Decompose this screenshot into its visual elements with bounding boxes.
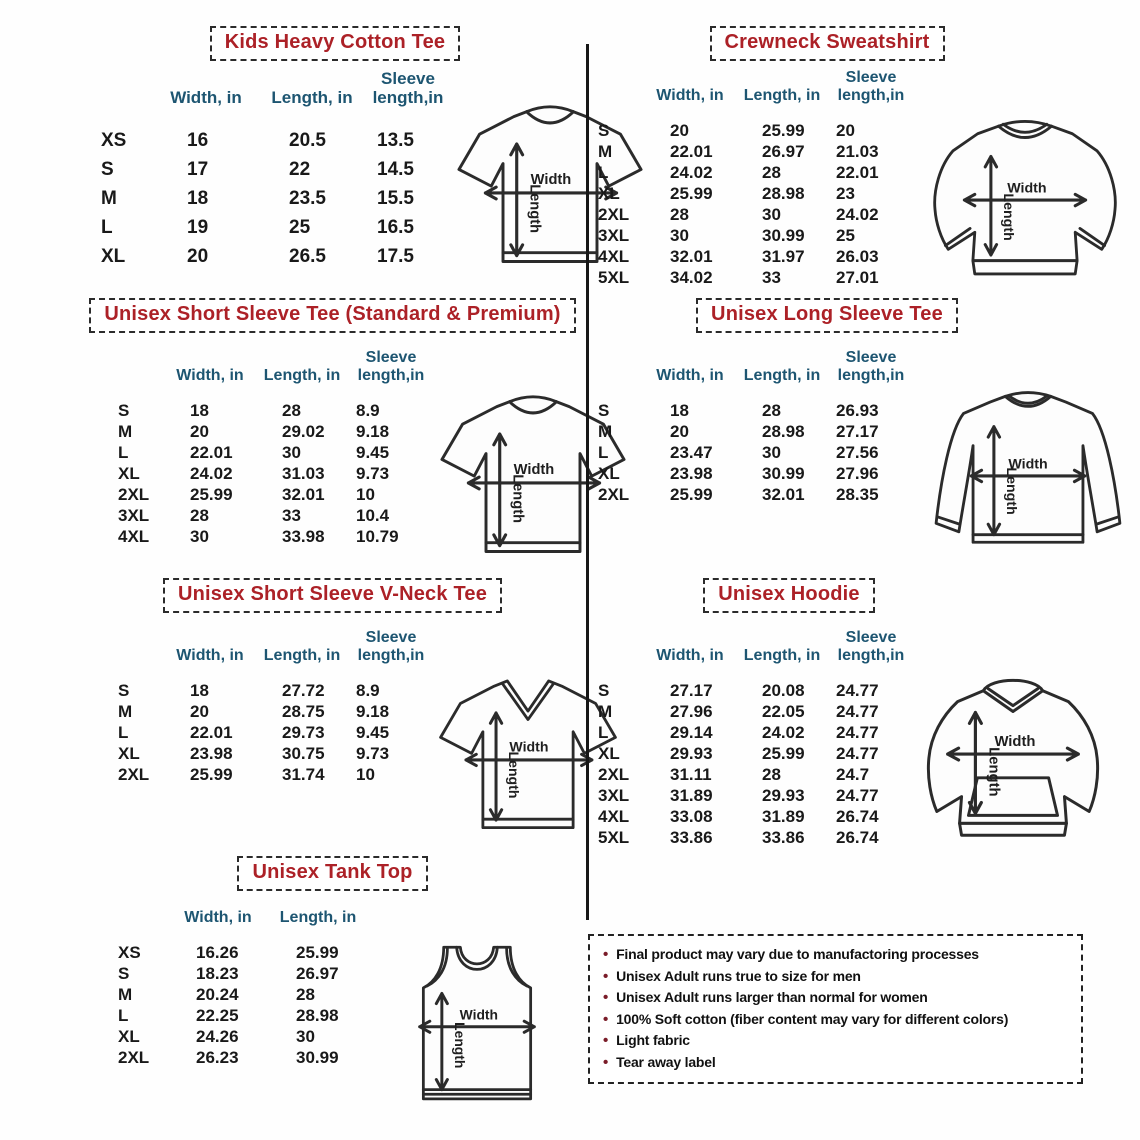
- table-corner: [118, 385, 164, 400]
- size-label: M: [598, 421, 613, 441]
- measurement-value: 16.26: [196, 942, 239, 962]
- measurement-value: 18: [190, 400, 209, 420]
- size-label: XL: [118, 743, 140, 763]
- section-title-box: [80, 578, 585, 613]
- table-corner: [598, 105, 644, 120]
- section-title-box: [85, 26, 585, 61]
- table-corner: [101, 107, 153, 126]
- measurement-value: 29.02: [282, 421, 325, 441]
- bullet-icon: •: [603, 946, 609, 963]
- size-label: 4XL: [598, 246, 630, 266]
- section-title-box: [80, 298, 585, 333]
- measurement-value: 33: [762, 267, 781, 287]
- measurement-value: 9.73: [356, 463, 390, 483]
- measurement-value: 31.74: [282, 764, 325, 784]
- size-label: XL: [598, 183, 620, 203]
- note-text: Unisex Adult runs true to size for men: [616, 967, 861, 984]
- measurement-value: 30.75: [282, 743, 325, 763]
- longsleeve-drawing: [914, 385, 1140, 565]
- size-label: M: [118, 421, 133, 441]
- section-unisex-hoodie: [592, 578, 1106, 855]
- column-header: Length, in: [271, 88, 353, 108]
- table-corner: [598, 385, 644, 400]
- measurement-value: 31.97: [762, 246, 805, 266]
- section-title-box: [592, 298, 1106, 333]
- measurement-value: 22: [289, 159, 311, 181]
- section-title: Unisex Short Sleeve V-Neck Tee: [163, 578, 502, 613]
- section-unisex-v-neck-tee: [80, 578, 585, 849]
- measurement-value: 20: [190, 701, 209, 721]
- measurement-value: 26.23: [196, 1047, 239, 1067]
- measurement-value: 16: [187, 130, 209, 152]
- section-title: Unisex Tank Top: [237, 856, 427, 891]
- measurement-value: 29.73: [282, 722, 325, 742]
- measurement-value: 27.72: [282, 680, 325, 700]
- size-label: 2XL: [598, 764, 630, 784]
- column-header: Length, in: [263, 366, 341, 384]
- measurement-value: 25.99: [190, 484, 233, 504]
- measurement-value: 24.7: [836, 764, 870, 784]
- measurement-value: 31.03: [282, 463, 325, 483]
- measurement-value: 24.02: [190, 463, 233, 483]
- measurement-value: 18.23: [196, 963, 239, 983]
- size-label: S: [598, 400, 610, 420]
- measurement-value: 10.79: [356, 526, 399, 546]
- bullet-icon: •: [603, 1053, 609, 1071]
- bullet-icon: •: [603, 1032, 609, 1049]
- measurement-value: 30: [296, 1026, 315, 1046]
- column-header: Width, in: [656, 646, 724, 664]
- hoodie-illustration: [914, 621, 1134, 855]
- sweatshirt-illustration: [914, 69, 1140, 291]
- measurement-value: 20: [670, 421, 689, 441]
- size-label: L: [118, 1005, 129, 1025]
- measurement-value: 30: [282, 442, 301, 462]
- measurement-value: 26.97: [762, 141, 805, 161]
- measurement-value: 28.98: [296, 1005, 339, 1025]
- column-header: Length, in: [743, 366, 821, 384]
- width-arrow-label: Width: [509, 738, 549, 755]
- section-title-box: [80, 856, 585, 891]
- measurement-value: 20: [190, 421, 209, 441]
- size-label: S: [101, 159, 114, 181]
- measurement-value: 22.01: [190, 722, 233, 742]
- size-label: S: [118, 680, 130, 700]
- size-label: XS: [101, 130, 127, 152]
- section-crewneck-sweatshirt: [592, 26, 1106, 291]
- note-text: Tear away label: [616, 1053, 716, 1070]
- section-unisex-short-sleeve-tee: [80, 298, 585, 575]
- measurement-value: 25.99: [670, 484, 713, 504]
- measurement-value: 24.26: [196, 1026, 239, 1046]
- measurement-value: 25.99: [190, 764, 233, 784]
- measurement-value: 24.77: [836, 701, 879, 721]
- measurement-value: 25.99: [296, 942, 339, 962]
- size-label: M: [598, 701, 613, 721]
- measurement-value: 16.5: [377, 217, 414, 239]
- measurement-value: 23: [836, 183, 855, 203]
- note-line: [603, 1030, 1071, 1052]
- length-arrow-label: Length: [1000, 193, 1017, 241]
- size-label: S: [118, 963, 130, 983]
- note-line: [603, 944, 1071, 966]
- measurement-value: 31.11: [670, 764, 712, 784]
- measurement-value: 28: [282, 400, 301, 420]
- size-label: S: [598, 680, 610, 700]
- column-header: Length, in: [743, 646, 821, 664]
- size-label: M: [118, 984, 133, 1004]
- measurement-value: 10: [356, 484, 375, 504]
- measurement-value: 9.18: [356, 421, 390, 441]
- measurement-value: 22.25: [196, 1005, 239, 1025]
- size-label: XL: [598, 463, 620, 483]
- size-label: L: [101, 217, 113, 239]
- measurement-value: 9.45: [356, 442, 390, 462]
- measurement-value: 34.02: [670, 267, 713, 287]
- width-arrow-label: Width: [1008, 456, 1048, 473]
- measurement-value: 18: [670, 400, 689, 420]
- length-arrow-label: Length: [506, 751, 523, 799]
- measurement-value: 27.56: [836, 442, 879, 462]
- measurement-value: 25.99: [670, 183, 713, 203]
- measurement-value: 24.02: [762, 722, 805, 742]
- measurement-value: 20: [187, 246, 209, 268]
- measurement-value: 24.77: [836, 785, 879, 805]
- measurement-value: 26.93: [836, 400, 879, 420]
- hoodie-drawing: [914, 667, 1112, 855]
- measurement-value: 26.74: [836, 827, 879, 847]
- length-arrow-label: Length: [985, 747, 1002, 797]
- column-header: Length, in: [263, 646, 341, 664]
- note-text: Final product may vary due to manufactoring processes: [616, 946, 979, 962]
- section-unisex-tank-top: [80, 856, 585, 1121]
- measurement-value: 23.98: [190, 743, 233, 763]
- measurement-value: 8.9: [356, 680, 380, 700]
- section-title-box: [592, 578, 1106, 613]
- note-line: [603, 1052, 1071, 1074]
- measurement-value: 14.5: [377, 159, 414, 181]
- measurement-value: 19: [187, 217, 209, 239]
- measurement-value: 21.03: [836, 141, 879, 161]
- size-table: [118, 629, 434, 785]
- measurement-value: 17: [187, 159, 209, 181]
- length-arrow-label: Length: [1003, 467, 1020, 515]
- size-label: XL: [598, 743, 620, 763]
- column-header: Width, in: [170, 88, 242, 108]
- note-text: Unisex Adult runs larger than normal for women: [616, 989, 928, 1005]
- section-unisex-long-sleeve-tee: [592, 298, 1106, 565]
- size-label: S: [118, 400, 130, 420]
- measurement-value: 9.73: [356, 743, 390, 763]
- size-label: M: [101, 188, 117, 210]
- size-label: L: [598, 162, 609, 182]
- measurement-value: 25.99: [762, 120, 805, 140]
- measurement-value: 26.03: [836, 246, 879, 266]
- size-table: [101, 69, 451, 271]
- measurement-value: 30: [762, 442, 781, 462]
- size-label: 4XL: [118, 526, 150, 546]
- measurement-value: 27.17: [670, 680, 713, 700]
- measurement-value: 24.02: [670, 162, 713, 182]
- measurement-value: 29.93: [670, 743, 713, 763]
- column-header: Sleeve length,in: [357, 349, 425, 384]
- note-text: 100% Soft cotton (fiber content may vary for different colors): [616, 1010, 1009, 1027]
- table-corner: [598, 665, 644, 680]
- size-label: XL: [101, 246, 126, 268]
- size-label: 3XL: [118, 505, 150, 525]
- column-header: Width, in: [176, 646, 244, 664]
- column-header: Length, in: [279, 909, 357, 926]
- measurement-value: 24.77: [836, 680, 879, 700]
- column-header: Sleeve length,in: [837, 629, 905, 664]
- measurement-value: 13.5: [377, 130, 414, 152]
- section-title: Unisex Long Sleeve Tee: [696, 298, 958, 333]
- measurement-value: 15.5: [377, 188, 414, 210]
- product-notes-box: [588, 934, 1083, 1084]
- measurement-value: 17.5: [377, 246, 414, 268]
- measurement-value: 28: [190, 505, 209, 525]
- size-label: 4XL: [598, 806, 630, 826]
- size-label: M: [598, 141, 613, 161]
- width-arrow-label: Width: [530, 172, 572, 189]
- measurement-value: 20.5: [289, 130, 326, 152]
- measurement-value: 30: [670, 225, 689, 245]
- size-label: 5XL: [598, 827, 630, 847]
- measurement-value: 20: [836, 120, 855, 140]
- measurement-value: 28: [296, 984, 315, 1004]
- bullet-icon: •: [603, 1010, 609, 1028]
- measurement-value: 20.08: [762, 680, 805, 700]
- size-label: S: [598, 120, 610, 140]
- measurement-value: 31.89: [762, 806, 805, 826]
- size-label: L: [598, 442, 609, 462]
- long-sleeve-tee-illustration: [914, 341, 1140, 565]
- width-arrow-label: Width: [994, 734, 1036, 751]
- measurement-value: 20: [670, 120, 689, 140]
- size-label: M: [118, 701, 133, 721]
- measurement-value: 33.86: [762, 827, 805, 847]
- measurement-value: 28.35: [836, 484, 879, 504]
- size-label: XL: [118, 1026, 140, 1046]
- column-header: Sleeve length,in: [837, 69, 905, 104]
- measurement-value: 22.01: [190, 442, 233, 462]
- measurement-value: 28.98: [762, 183, 805, 203]
- measurement-value: 30.99: [762, 463, 805, 483]
- measurement-value: 25: [836, 225, 855, 245]
- measurement-value: 28: [762, 400, 781, 420]
- section-kids-heavy-cotton-tee: [85, 26, 585, 285]
- column-header: Width, in: [656, 86, 724, 104]
- measurement-value: 18: [190, 680, 209, 700]
- table-corner: [118, 927, 170, 942]
- measurement-value: 22.01: [670, 141, 713, 161]
- column-header: Sleeve length,in: [372, 69, 444, 108]
- measurement-value: 33.08: [670, 806, 713, 826]
- measurement-value: 28: [670, 204, 689, 224]
- section-title: Crewneck Sweatshirt: [710, 26, 945, 61]
- column-divider: [586, 44, 589, 920]
- measurement-value: 27.17: [836, 421, 879, 441]
- width-arrow-label: Width: [459, 1006, 499, 1023]
- size-label: 3XL: [598, 785, 630, 805]
- measurement-value: 20.24: [196, 984, 239, 1004]
- column-header: Sleeve length,in: [837, 349, 905, 384]
- measurement-value: 30.99: [762, 225, 805, 245]
- size-table: [118, 349, 434, 547]
- measurement-value: 27.96: [836, 463, 879, 483]
- section-title: Unisex Hoodie: [703, 578, 875, 613]
- measurement-value: 33.98: [282, 526, 325, 546]
- measurement-value: 32.01: [762, 484, 805, 504]
- size-label: 2XL: [118, 484, 150, 504]
- measurement-value: 23.47: [670, 442, 713, 462]
- size-label: 2XL: [118, 764, 150, 784]
- measurement-value: 25.99: [762, 743, 805, 763]
- measurement-value: 9.45: [356, 722, 390, 742]
- measurement-value: 32.01: [670, 246, 713, 266]
- measurement-value: 22.05: [762, 701, 805, 721]
- column-header: Length, in: [743, 86, 821, 104]
- column-header: Width, in: [184, 909, 252, 926]
- tank-drawing: [403, 939, 551, 1121]
- measurement-value: 29.93: [762, 785, 805, 805]
- measurement-value: 33.86: [670, 827, 713, 847]
- size-label: 2XL: [598, 484, 630, 504]
- measurement-value: 27.01: [836, 267, 879, 287]
- width-arrow-label: Width: [1007, 180, 1047, 197]
- size-label: 3XL: [598, 225, 630, 245]
- measurement-value: 22.01: [836, 162, 879, 182]
- measurement-value: 25: [289, 217, 311, 239]
- section-title-box: [592, 26, 1106, 61]
- size-table: [118, 909, 370, 1068]
- tank-top-illustration: [403, 899, 585, 1121]
- bullet-icon: •: [603, 967, 609, 985]
- section-title: Kids Heavy Cotton Tee: [210, 26, 461, 61]
- measurement-value: 30: [762, 204, 781, 224]
- measurement-value: 18: [187, 188, 209, 210]
- size-label: XS: [118, 942, 141, 962]
- measurement-value: 8.9: [356, 400, 380, 420]
- measurement-value: 30.99: [296, 1047, 339, 1067]
- measurement-value: 23.5: [289, 188, 326, 210]
- measurement-value: 24.77: [836, 743, 879, 763]
- measurement-value: 26.74: [836, 806, 879, 826]
- measurement-value: 29.14: [670, 722, 713, 742]
- note-line: [603, 987, 1071, 1009]
- size-label: L: [118, 722, 129, 742]
- width-arrow-label: Width: [513, 462, 555, 479]
- note-line: [603, 966, 1071, 988]
- measurement-value: 23.98: [670, 463, 713, 483]
- measurement-value: 10.4: [356, 505, 390, 525]
- note-text: Light fabric: [616, 1032, 690, 1048]
- column-header: Width, in: [656, 366, 724, 384]
- length-arrow-label: Length: [451, 1022, 468, 1069]
- measurement-value: 24.02: [836, 204, 879, 224]
- size-table: [598, 629, 914, 848]
- size-table: [598, 69, 914, 288]
- measurement-value: 24.77: [836, 722, 879, 742]
- column-header: Width, in: [176, 366, 244, 384]
- measurement-value: 32.01: [282, 484, 325, 504]
- size-label: 5XL: [598, 267, 630, 287]
- measurement-value: 28.75: [282, 701, 325, 721]
- bullet-icon: •: [603, 989, 609, 1006]
- size-table: [598, 349, 914, 505]
- measurement-value: 10: [356, 764, 375, 784]
- measurement-value: 9.18: [356, 701, 390, 721]
- section-title: Unisex Short Sleeve Tee (Standard & Premium): [89, 298, 575, 333]
- sweatshirt-drawing: [914, 111, 1136, 291]
- length-arrow-label: Length: [509, 474, 526, 524]
- measurement-value: 28: [762, 162, 781, 182]
- size-label: 2XL: [118, 1047, 150, 1067]
- size-label: XL: [118, 463, 140, 483]
- size-label: L: [598, 722, 609, 742]
- measurement-value: 28.98: [762, 421, 805, 441]
- table-corner: [118, 665, 164, 680]
- measurement-value: 31.89: [670, 785, 713, 805]
- column-header: Sleeve length,in: [357, 629, 425, 664]
- length-arrow-label: Length: [526, 184, 543, 234]
- measurement-value: 28: [762, 764, 781, 784]
- size-label: L: [118, 442, 129, 462]
- measurement-value: 27.96: [670, 701, 713, 721]
- measurement-value: 30: [190, 526, 209, 546]
- note-line: [603, 1009, 1071, 1031]
- measurement-value: 33: [282, 505, 301, 525]
- measurement-value: 26.5: [289, 246, 326, 268]
- measurement-value: 26.97: [296, 963, 339, 983]
- size-label: 2XL: [598, 204, 630, 224]
